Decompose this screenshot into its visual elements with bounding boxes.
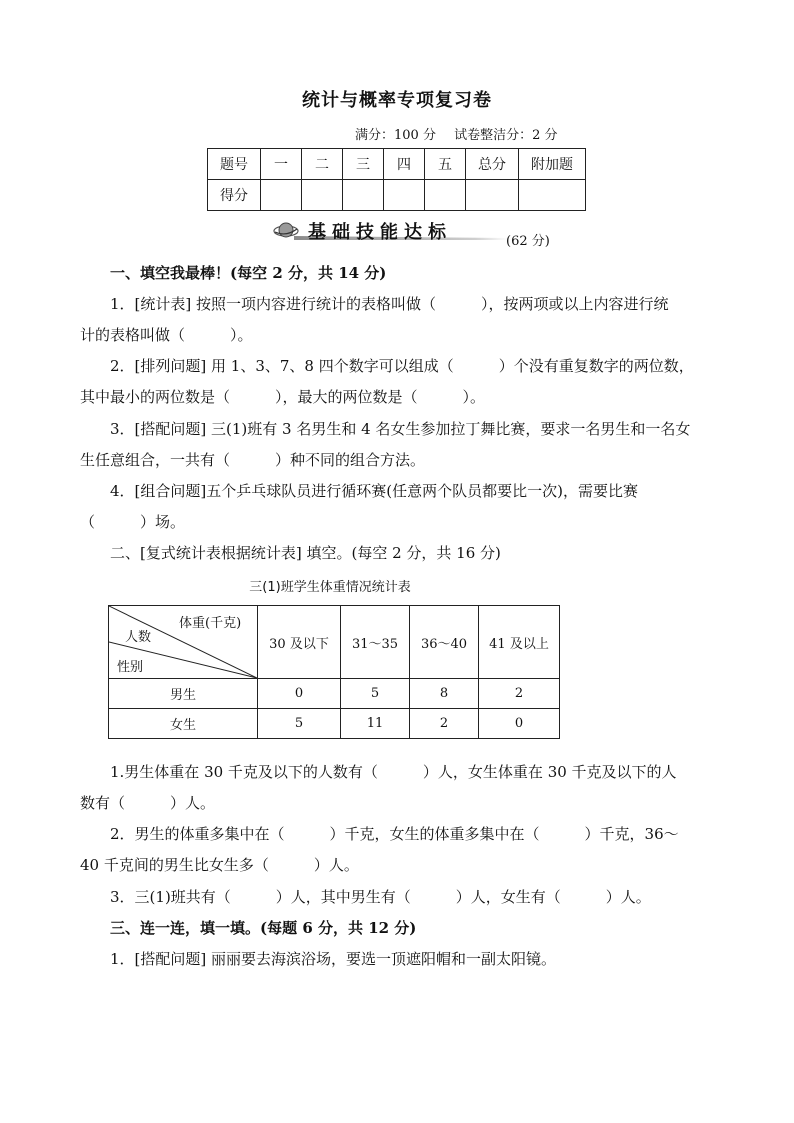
score-table	[207, 148, 586, 211]
header-cell: 五	[425, 149, 466, 180]
table-cell: 5	[341, 679, 410, 709]
corner-label-gender: 性别	[117, 660, 144, 675]
banner-title: 基础技能达标	[308, 222, 452, 243]
column-header: 30 及以下	[258, 606, 341, 679]
s1-question-2a: 2．[排列问题] 用 1、3、7、8 四个数字可以组成（ ）个没有重复数字的两位数，	[110, 357, 694, 375]
s2-question-2b: 40 千克间的男生比女生多（ ）人。	[80, 856, 359, 874]
s2-question-1b: 数有（ ）人。	[80, 794, 216, 812]
column-header: 36～40	[410, 606, 479, 679]
s1-question-1a: 1．[统计表] 按照一项内容进行统计的表格叫做（ ），按两项或以上内容进行统	[110, 295, 669, 313]
s1-question-2b: 其中最小的两位数是（ ），最大的两位数是（ ）。	[80, 388, 486, 406]
score-table-header	[208, 149, 586, 180]
banner-score: (62 分)	[506, 234, 550, 249]
row-label: 得分	[208, 180, 261, 211]
column-header: 31～35	[341, 606, 410, 679]
table-row	[109, 679, 560, 709]
score-input-cell[interactable]	[519, 180, 586, 211]
table-cell: 8	[410, 679, 479, 709]
column-header: 41 及以上	[479, 606, 560, 679]
section3-heading: 三、连一连，填一填。(每题 6 分，共 12 分)	[110, 919, 417, 937]
corner-label-count: 人数	[125, 630, 152, 645]
score-input-cell[interactable]	[343, 180, 384, 211]
section2-heading: 二、[复式统计表根据统计表] 填空。(每空 2 分，共 16 分)	[110, 544, 501, 562]
table-cell: 5	[258, 709, 341, 739]
header-cell: 二	[302, 149, 343, 180]
table-cell: 0	[258, 679, 341, 709]
header-cell: 三	[343, 149, 384, 180]
score-input-cell[interactable]	[261, 180, 302, 211]
full-score: 满分：100 分	[355, 128, 436, 143]
table-cell: 2	[410, 709, 479, 739]
s1-question-4a: 4．[组合问题]五个乒乓球队员进行循环赛(任意两个队员都要比一次)，需要比赛	[110, 482, 638, 500]
s2-question-1a: 1.男生体重在 30 千克及以下的人数有（ ）人，女生体重在 30 千克及以下的人	[110, 763, 677, 781]
s1-question-3b: 生任意组合，一共有（ ）种不同的组合方法。	[80, 451, 426, 469]
table-cell: 2	[479, 679, 560, 709]
header-cell: 四	[384, 149, 425, 180]
table-row	[109, 709, 560, 739]
weight-table	[108, 605, 560, 739]
page-title: 统计与概率专项复习卷	[302, 90, 492, 111]
table-cell: 11	[341, 709, 410, 739]
s2-question-2a: 2．男生的体重多集中在（ ）千克，女生的体重多集中在（ ）千克，36～	[110, 825, 679, 843]
header-cell: 题号	[208, 149, 261, 180]
weight-table-header	[109, 606, 560, 679]
score-input-cell[interactable]	[302, 180, 343, 211]
corner-header-cell	[109, 606, 258, 679]
s1-question-1b: 计的表格叫做（ ）。	[80, 326, 253, 344]
score-input-cell[interactable]	[384, 180, 425, 211]
s1-question-4b: （ ）场。	[80, 513, 186, 531]
header-cell: 总分	[466, 149, 519, 180]
s2-question-3: 3．三(1)班共有（ ）人，其中男生有（ ）人，女生有（ ）人。	[110, 888, 651, 906]
row-label: 女生	[109, 709, 258, 739]
corner-label-weight: 体重(千克)	[179, 616, 242, 631]
section1-heading: 一、填空我最棒！(每空 2 分，共 14 分)	[110, 264, 387, 282]
score-input-cell[interactable]	[466, 180, 519, 211]
score-table-row	[208, 180, 586, 211]
header-cell: 一	[261, 149, 302, 180]
s3-question-1: 1．[搭配问题] 丽丽要去海滨浴场，要选一顶遮阳帽和一副太阳镜。	[110, 950, 557, 968]
score-input-cell[interactable]	[425, 180, 466, 211]
s1-question-3a: 3．[搭配问题] 三(1)班有 3 名男生和 4 名女生参加拉丁舞比赛，要求一名男生和一名女	[110, 420, 691, 438]
row-label: 男生	[109, 679, 258, 709]
table-caption: 三(1)班学生体重情况统计表	[249, 580, 411, 595]
neatness-score: 试卷整洁分：2 分	[454, 128, 558, 143]
score-info	[355, 124, 572, 143]
header-cell: 附加题	[519, 149, 586, 180]
table-cell: 0	[479, 709, 560, 739]
